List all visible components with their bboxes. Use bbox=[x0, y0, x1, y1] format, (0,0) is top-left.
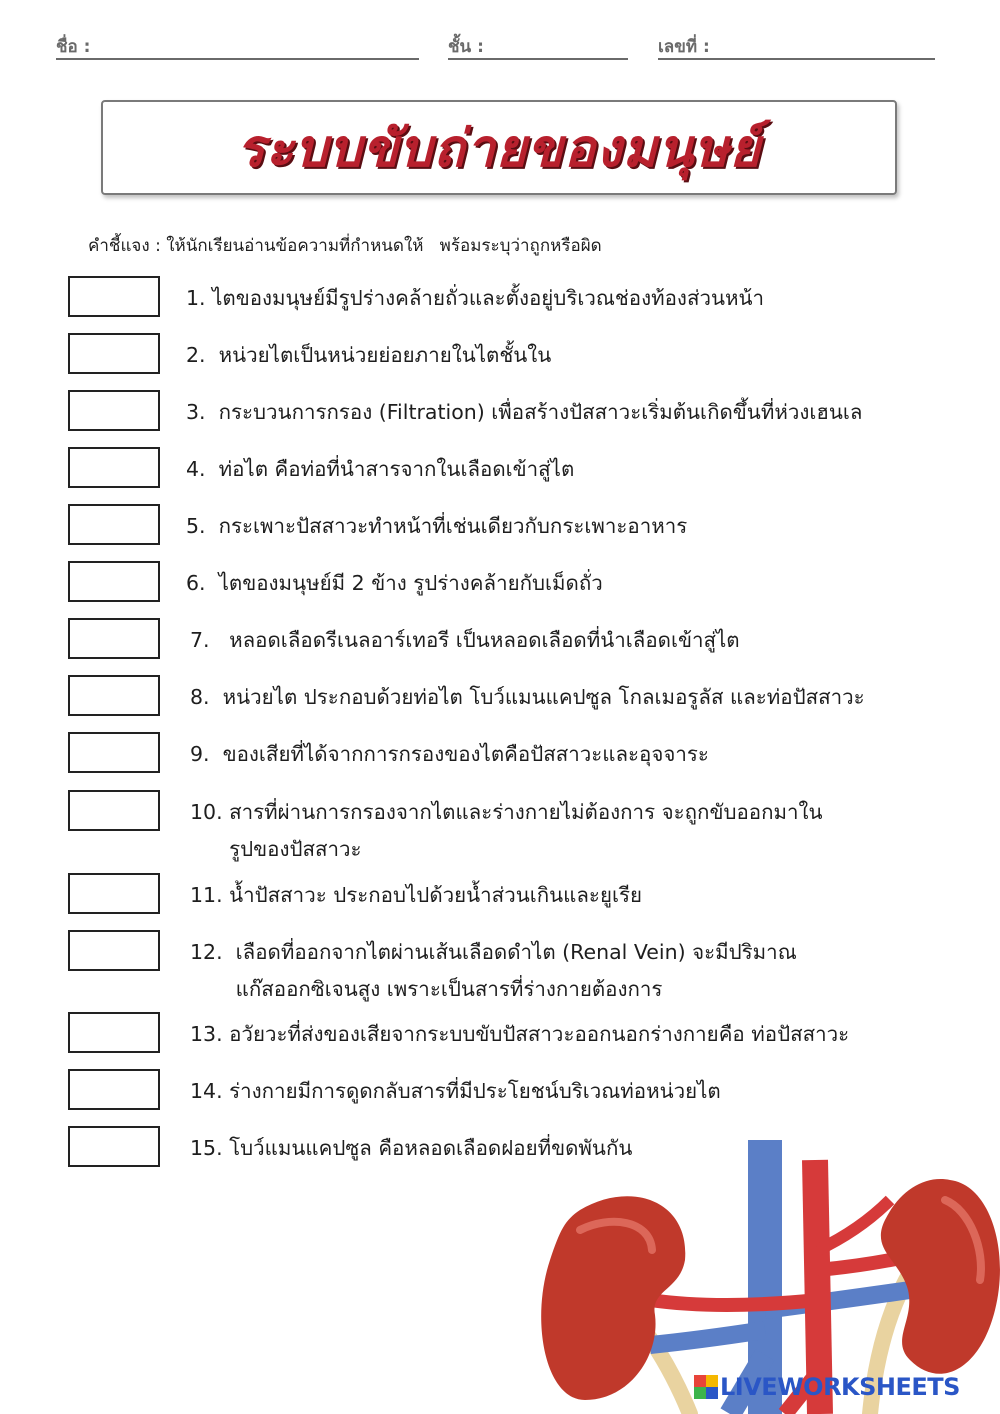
answer-box[interactable] bbox=[68, 390, 160, 431]
answer-box[interactable] bbox=[68, 333, 160, 374]
question-text: 4. ท่อไต คือท่อที่นำสารจากในเลือดเข้าสู่ไต bbox=[186, 457, 575, 481]
page-title: ระบบขับถ่ายของมนุษย์ bbox=[236, 119, 762, 179]
name-label: ชื่อ : bbox=[56, 37, 91, 57]
brand-name: LIVEWORKSHEETS bbox=[720, 1373, 960, 1401]
question-text: 13. อวัยวะที่ส่งของเสียจากระบบขับปัสสาวะออกนอกร่างกายคือ ท่อปัสสาวะ bbox=[190, 1022, 850, 1046]
number-label: เลขที่ : bbox=[658, 37, 710, 57]
answer-box[interactable] bbox=[68, 618, 160, 659]
title-banner bbox=[101, 100, 897, 195]
answer-box[interactable] bbox=[68, 276, 160, 317]
question-text: 5. กระเพาะปัสสาวะทำหน้าที่เช่นเดียวกับกระเพาะอาหาร bbox=[186, 514, 688, 538]
question-text: 12. เลือดที่ออกจากไตผ่านเส้นเลือดดำไต (Renal Vein) จะมีปริมาณ bbox=[190, 940, 797, 964]
answer-box[interactable] bbox=[68, 675, 160, 716]
class-label: ชั้น : bbox=[448, 37, 484, 57]
answer-box[interactable] bbox=[68, 930, 160, 971]
question-text: 11. น้ำปัสสาวะ ประกอบไปด้วยน้ำส่วนเกินและยูเรีย bbox=[190, 883, 642, 907]
question-text: 7. หลอดเลือดรีเนลอาร์เทอรี เป็นหลอดเลือดที่นำเลือดเข้าสู่ไต bbox=[190, 628, 740, 652]
instruction-text: คำชี้แจง : ให้นักเรียนอ่านข้อความที่กำหนดให้ พร้อมระบุว่าถูกหรือผิด bbox=[88, 236, 602, 256]
question-text: แก๊สออกซิเจนสูง เพราะเป็นสารที่ร่างกายต้องการ bbox=[190, 977, 663, 1001]
question-text: 10. สารที่ผ่านการกรองจากไตและร่างกายไม่ต้องการ จะถูกขับออกมาใน bbox=[190, 800, 823, 824]
answer-box[interactable] bbox=[68, 561, 160, 602]
name-field-line[interactable] bbox=[56, 58, 419, 60]
answer-box[interactable] bbox=[68, 1069, 160, 1110]
question-text: รูปของปัสสาวะ bbox=[190, 837, 362, 861]
liveworksheets-logo-icon bbox=[694, 1375, 718, 1399]
answer-box[interactable] bbox=[68, 1012, 160, 1053]
question-text: 1. ไตของมนุษย์มีรูปร่างคล้ายถั่วและตั้งอยู่บริเวณช่องท้องส่วนหน้า bbox=[186, 286, 765, 310]
answer-box[interactable] bbox=[68, 504, 160, 545]
question-text: 6. ไตของมนุษย์มี 2 ข้าง รูปร่างคล้ายกับเม็ดถั่ว bbox=[186, 571, 603, 595]
question-text: 2. หน่วยไตเป็นหน่วยย่อยภายในไตชั้นใน bbox=[186, 343, 552, 367]
question-text: 14. ร่างกายมีการดูดกลับสารที่มีประโยชน์บริเวณท่อหน่วยไต bbox=[190, 1079, 721, 1103]
answer-box[interactable] bbox=[68, 790, 160, 831]
answer-box[interactable] bbox=[68, 873, 160, 914]
liveworksheets-watermark bbox=[694, 1373, 960, 1401]
answer-box[interactable] bbox=[68, 1126, 160, 1167]
number-field-line[interactable] bbox=[658, 58, 935, 60]
question-text: 9. ของเสียที่ได้จากการกรองของไตคือปัสสาวะและอุจจาระ bbox=[190, 742, 709, 766]
answer-box[interactable] bbox=[68, 447, 160, 488]
question-text: 15. โบว์แมนแคปซูล คือหลอดเลือดฝอยที่ขดพันกัน bbox=[190, 1136, 633, 1160]
answer-box[interactable] bbox=[68, 732, 160, 773]
class-field-line[interactable] bbox=[448, 58, 628, 60]
question-text: 8. หน่วยไต ประกอบด้วยท่อไต โบว์แมนแคปซูล โกลเมอรูลัส และท่อปัสสาวะ bbox=[190, 685, 865, 709]
question-text: 3. กระบวนการกรอง (Filtration) เพื่อสร้างปัสสาวะเริ่มต้นเกิดขึ้นที่ห่วงเฮนเล bbox=[186, 400, 863, 424]
